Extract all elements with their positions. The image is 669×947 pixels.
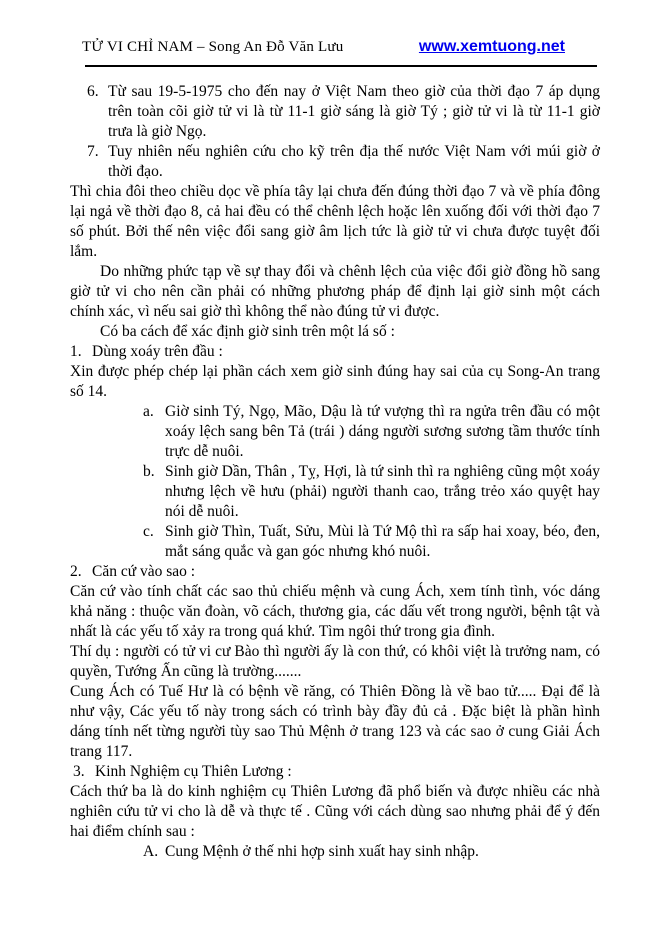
list-marker: 7. [87,143,99,160]
list-item-text: Giờ sinh Tý, Ngọ, Mão, Dậu là tứ vượng thì ra ngửa trên đầu có một xoáy lệch sang bên Tả (trái ) dáng người sương sương tầm thước tính trực dễ nuôi. [165,403,600,460]
list-item-6 [70,82,600,142]
paragraph: Cung Ách có Tuế Hư là có bệnh về răng, có Thiên Đồng là về bao tử..... Đại để là như vậy, Các yếu tố này trong sách có trình bày đầy đủ cả . Đặc biệt là phần hình dáng tính nết từng người tùy sao Thủ Mệnh ở trang 123 và các sao ở cung Giải Ách trang 117. [70,683,600,760]
paragraph: Có ba cách để xác định giờ sinh trên một lá số : [100,323,395,340]
header-divider [85,65,597,67]
list-item-text: Từ sau 19-5-1975 cho đến nay ở Việt Nam theo giờ của thời đạo 7 áp dụng trên toàn cõi giờ tử vi là từ 11-1 giờ sáng là giờ Tý ; giờ tử vi là từ 11-1 giờ trưa là giờ Ngọ. [108,83,600,140]
page-header [82,0,565,56]
list-marker: 2. [70,563,82,580]
sublist-item-b [70,462,600,522]
list-marker: 3. [73,763,85,780]
list-marker: a. [143,403,154,420]
section-heading-text: Căn cứ vào sao : [92,563,196,580]
website-link[interactable]: www.xemtuong.net [418,38,565,55]
list-item-text: Cung Mệnh ở thế nhi hợp sinh xuất hay sinh nhập. [165,843,479,860]
list-marker: c. [143,523,154,540]
paragraph: Xin được phép chép lại phần cách xem giờ sinh đúng hay sai của cụ Song-An trang số 14. [70,363,600,400]
list-item-text: Tuy nhiên nếu nghiên cứu cho kỹ trên địa thế nước Việt Nam với múi giờ ở thời đạo. [108,143,600,180]
section-heading-3 [73,762,600,782]
section-heading-2 [70,562,600,582]
list-marker: 1. [70,343,82,360]
section-heading-1 [70,342,600,362]
document-title: TỬ VI CHỈ NAM – Song An Đỗ Văn Lưu [82,39,344,55]
paragraph: Do những phức tạp về sự thay đổi và chênh lệch của việc đổi giờ đồng hồ sang giờ tử vi cho nên cần phải có những phương pháp để định lại giờ sinh một cách chính xác, vì nếu sai giờ thì không thể nào đúng tử vi được. [70,263,600,320]
sublist-item-c [70,522,600,562]
list-item-text: Sinh giờ Dần, Thân , Tỵ, Hợi, là tứ sinh thì ra nghiêng cũng một xoáy nhưng lệch về hưu (phải) người thanh cao, trắng trẻo xáo quyệt hay nói dễ nuôi. [165,463,600,520]
section-heading-text: Dùng xoáy trên đầu : [92,343,223,360]
section-heading-text: Kinh Nghiệm cụ Thiên Lương : [95,763,292,780]
paragraph: Thì chia đôi theo chiều dọc về phía tây lại chưa đến đúng thời đạo 7 và về phía đông lại ngả về thời đạo 8, cả hai đều có thể chênh lệch hoặc lên xuống đối với thời đạo 7 số phút. Bởi thế nên việc đổi sang giờ âm lịch tức là giờ tử vi chưa được tuyệt đối lắm. [70,183,600,260]
paragraph: Cách thứ ba là do kinh nghiệm cụ Thiên Lương đã phổ biến và được nhiều các nhà nghiên cứu tử vi cho là dễ và thực tế . Cũng với cách dùng sao nhưng phải để ý đến hai điểm chính sau : [70,783,600,840]
paragraph: Thí dụ : người có tử vi cư Bào thì người ấy là con thứ, có khôi việt là trưởng nam, có quyền, Tướng Ấn cũng là trường....... [70,643,600,680]
list-item-text: Sinh giờ Thìn, Tuất, Sửu, Mùi là Tứ Mộ thì ra sấp hai xoay, béo, đen, mắt sáng quắc và gan góc nhưng khó nuôi. [165,523,600,560]
list-marker: A. [143,843,159,860]
list-item-7 [70,142,600,182]
sublist-item-A [70,842,600,862]
list-marker: 6. [87,83,99,100]
document-body [70,82,600,862]
list-marker: b. [143,463,155,480]
sublist-item-a [70,402,600,462]
paragraph: Căn cứ vào tính chất các sao thủ chiếu mệnh và cung Ách, xem tính tình, vóc dáng khả năng : thuộc văn đoàn, võ cách, thương gia, các dấu vết trong người, bệnh tật và nhất là các yếu tố xảy ra trong quá khứ. Tìm ngôi thứ trong gia đình. [70,583,600,640]
